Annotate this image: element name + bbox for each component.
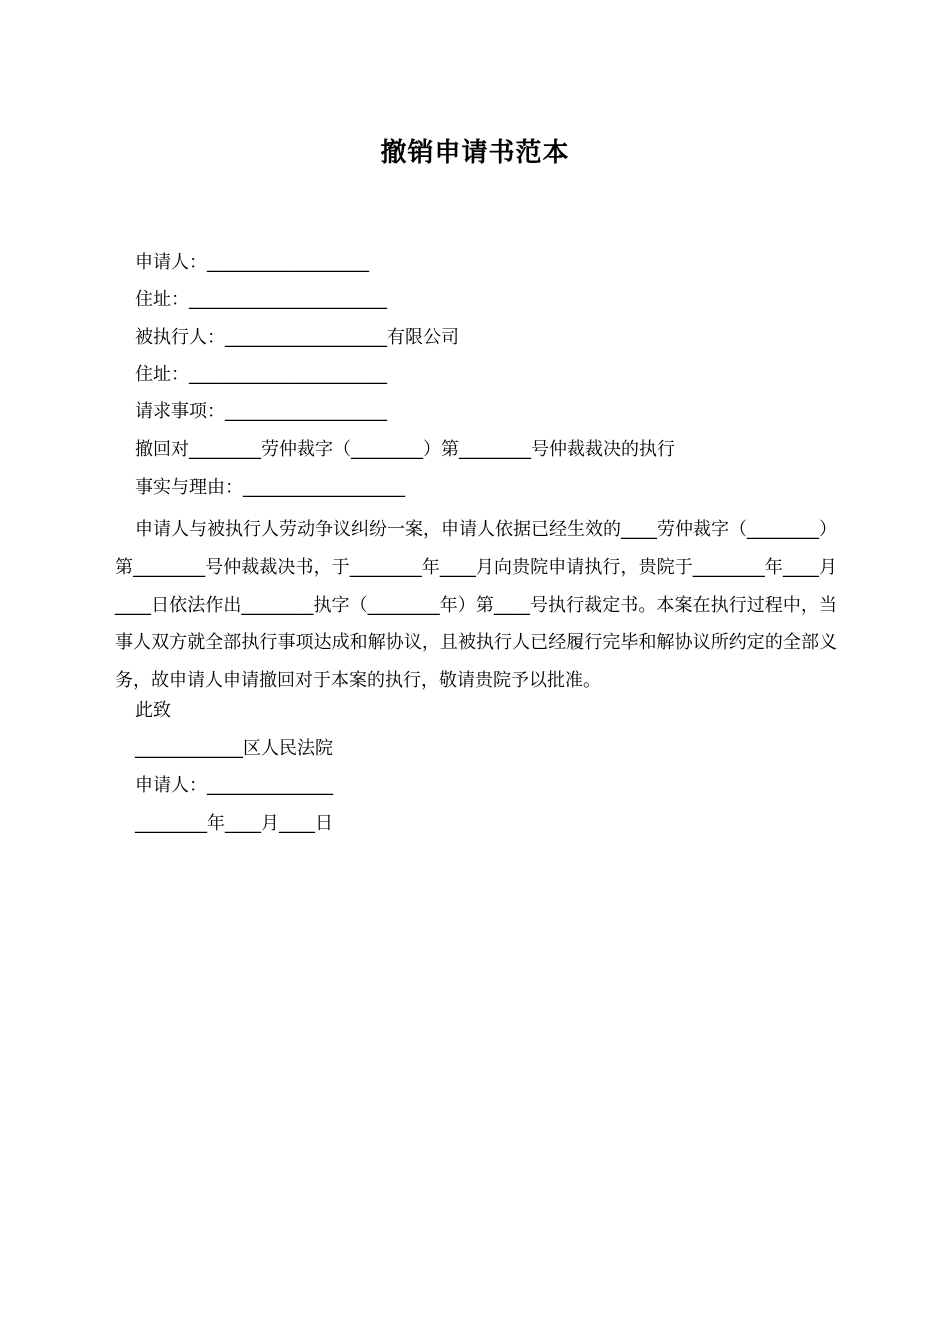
date-line: ________年____月____日 <box>135 813 333 834</box>
facts-reasons-line: 事实与理由：__________________ <box>135 477 405 498</box>
withdraw-line: 撤回对________劳仲裁字（________）第________号仲裁裁决的执行 <box>135 439 675 460</box>
salutation-line: 此致 <box>135 700 171 721</box>
applicant-line: 申请人：__________________ <box>135 252 369 273</box>
respondent-address-line: 住址：______________________ <box>135 364 387 385</box>
court-line: ____________区人民法院 <box>135 738 333 759</box>
respondent-line: 被执行人：__________________有限公司 <box>135 327 459 348</box>
request-items-line: 请求事项：__________________ <box>135 401 387 422</box>
body-paragraph: 申请人与被执行人劳动争议纠纷一案，申请人依据已经生效的____劳仲裁字（________）第________号仲裁裁决书，于________年____月向贵院申请执行，贵院于________年____月____日依法作出________执字（________年）第____号执行裁定书。本案在执行过程中，当事人双方就全部执行事项达成和解协议，且被执行人已经履行完毕和解协议所约定的全部义务，故申请人申请撤回对于本案的执行，敬请贵院予以批准。 <box>115 519 837 692</box>
applicant-address-line: 住址：______________________ <box>135 289 387 310</box>
document-title: 撤销申请书范本 <box>380 138 570 168</box>
signature-line: 申请人：______________ <box>135 775 333 796</box>
